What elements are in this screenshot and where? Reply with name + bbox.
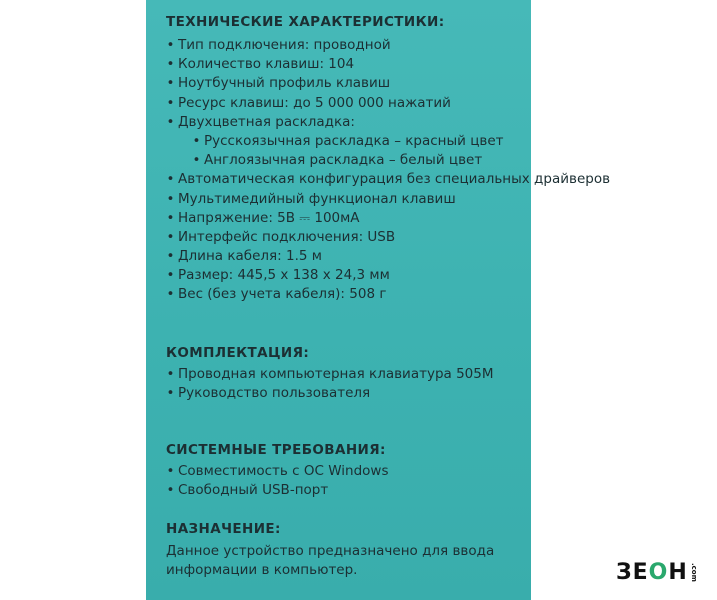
system-item: • Совместимость с ОС Windows: [166, 463, 389, 479]
package-item: • Проводная компьютерная клавиатура 505М: [166, 366, 494, 382]
purpose-line-1: Данное устройство предназначено для ввода: [166, 543, 495, 559]
logo-wordmark: ЗЕОН: [616, 559, 688, 585]
package-heading: КОМПЛЕКТАЦИЯ:: [166, 345, 310, 361]
system-heading: СИСТЕМНЫЕ ТРЕБОВАНИЯ:: [166, 442, 386, 458]
spec-item: • Интерфейс подключения: USB: [166, 228, 396, 245]
package-section: [166, 344, 717, 403]
spec-item: • Количество клавиш: 104: [166, 56, 355, 73]
spec-subitem: • Англоязычная раскладка – белый цвет: [192, 152, 483, 169]
system-section: [166, 441, 717, 500]
system-item: • Свободный USB-порт: [166, 482, 329, 499]
logo-tld: .com: [689, 562, 698, 582]
purpose-line-2: информации в компьютер.: [166, 562, 358, 578]
spec-subitem: • Русскоязычная раскладка – красный цвет: [192, 132, 504, 149]
zeon-logo: [616, 559, 698, 585]
spec-item: • Длина кабеля: 1.5 м: [166, 248, 322, 265]
purpose-heading: НАЗНАЧЕНИЕ:: [166, 521, 281, 537]
spec-item: • Тип подключения: проводной: [166, 37, 391, 53]
specs-section: [166, 13, 717, 305]
spec-item: • Вес (без учета кабеля): 508 г: [166, 286, 387, 303]
package-item: • Руководство пользователя: [166, 385, 371, 402]
spec-item: • Мультимедийный функционал клавиш: [166, 190, 456, 207]
spec-item: • Размер: 445,5 х 138 х 24,3 мм: [166, 267, 390, 284]
spec-item: • Напряжение: 5В ⎓ 100мА: [166, 209, 360, 226]
spec-item: • Двухцветная раскладка:: [166, 113, 355, 130]
specs-heading: ТЕХНИЧЕСКИЕ ХАРАКТЕРИСТИКИ:: [166, 14, 445, 30]
spec-item: • Ноутбучный профиль клавиш: [166, 75, 391, 92]
spec-item: • Автоматическая конфигурация без специальных драйверов: [166, 171, 611, 188]
spec-item: • Ресурс клавиш: до 5 000 000 нажатий: [166, 94, 451, 111]
